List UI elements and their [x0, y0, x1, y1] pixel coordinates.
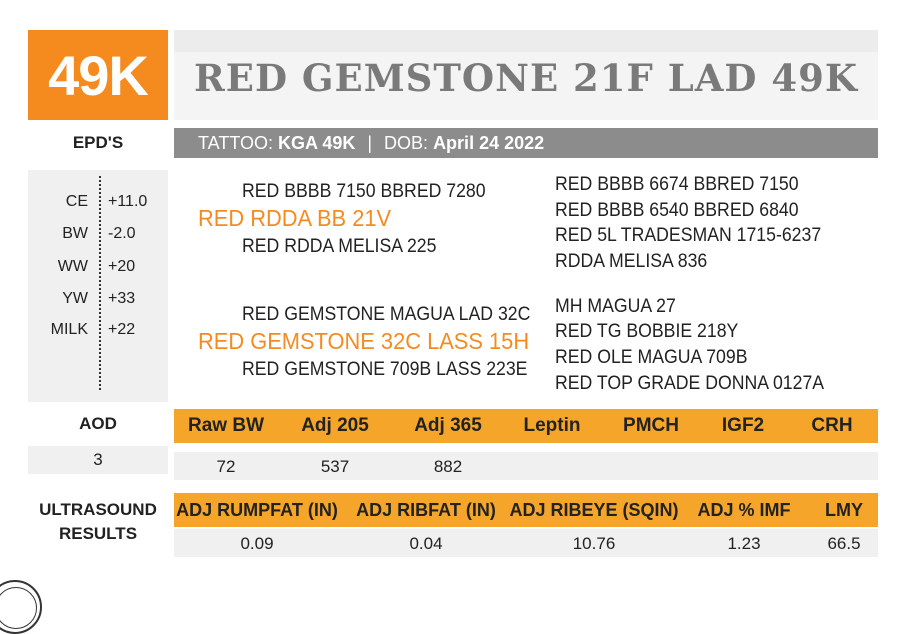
pedigree-dam-sire-sire: MH MAGUA 27 — [555, 296, 676, 317]
pedigree-sire-sire-sire: RED BBBB 6674 BBRED 7150 — [555, 174, 799, 195]
tattoo-value: KGA 49K — [278, 132, 356, 153]
ultrasound-value: 0.09 — [240, 534, 274, 553]
tattoo-label: TATTOO: — [198, 132, 273, 153]
ultrasound-values-row — [174, 529, 878, 557]
epd-label: YW — [62, 290, 88, 307]
perf-value: 537 — [320, 457, 350, 476]
ultrasound-value: 1.23 — [727, 534, 761, 553]
epd-heading: EPD'S — [72, 133, 124, 152]
pedigree-sire: RED RDDA BB 21V — [198, 205, 392, 231]
epd-value: +22 — [108, 321, 136, 338]
pedigree-dam: RED GEMSTONE 32C LASS 15H — [198, 328, 530, 354]
pedigree-dam-dam: RED GEMSTONE 709B LASS 223E — [242, 359, 528, 380]
perf-header: Leptin — [523, 415, 581, 436]
ultrasound-header: LMY — [825, 499, 863, 520]
dob-value: April 24 2022 — [433, 132, 545, 153]
dob-label: DOB: — [384, 132, 429, 153]
epd-row-bw — [28, 225, 168, 245]
perf-header: Raw BW — [188, 415, 264, 436]
pedigree-sire-dam-sire: RED 5L TRADESMAN 1715-6237 — [555, 225, 822, 246]
ultrasound-value: 10.76 — [572, 534, 616, 553]
aod-value: 3 — [28, 446, 168, 474]
stamp-logo — [0, 580, 42, 634]
perf-header: Adj 205 — [301, 415, 369, 436]
ultrasound-header: ADJ RUMPFAT (IN) — [176, 499, 338, 520]
perf-value: 72 — [216, 457, 236, 476]
pedigree-sire-sire: RED BBBB 7150 BBRED 7280 — [242, 181, 486, 202]
title-bar — [174, 30, 878, 120]
perf-header: Adj 365 — [414, 415, 482, 436]
pedigree-sire-dam: RED RDDA MELISA 225 — [242, 236, 437, 257]
performance-values-row — [174, 452, 878, 480]
animal-name: RED GEMSTONE 21F LAD 49K — [194, 56, 859, 100]
pedigree-dam-sire: RED GEMSTONE MAGUA LAD 32C — [242, 304, 531, 325]
epd-label: WW — [57, 258, 88, 275]
epd-value: -2.0 — [108, 225, 136, 242]
perf-header: IGF2 — [721, 415, 765, 436]
epd-label: CE — [65, 193, 88, 210]
ultrasound-header: ADJ RIBEYE (SQIN) — [509, 499, 679, 520]
performance-header-row — [174, 409, 878, 443]
ultrasound-header-row — [174, 493, 878, 527]
epd-label: BW — [62, 225, 88, 242]
perf-header: CRH — [811, 415, 853, 436]
ultrasound-value: 0.04 — [409, 534, 443, 553]
pedigree-dam-dam-sire: RED OLE MAGUA 709B — [555, 347, 748, 368]
epd-label: MILK — [50, 321, 88, 338]
pedigree-dam-sire-dam: RED TG BOBBIE 218Y — [555, 321, 739, 342]
ultrasound-value: 66.5 — [827, 534, 861, 553]
ultrasound-heading-line2: RESULTS — [58, 524, 138, 543]
ultrasound-header: ADJ RIBFAT (IN) — [356, 499, 496, 520]
perf-value: 882 — [433, 457, 463, 476]
ultrasound-heading-line1: ULTRASOUND — [39, 500, 157, 519]
epd-row-ww — [28, 258, 168, 278]
epd-value: +20 — [108, 258, 136, 275]
pedigree-dam-dam-dam: RED TOP GRADE DONNA 0127A — [555, 373, 825, 394]
epd-row-yw — [28, 290, 168, 310]
epd-value: +33 — [108, 290, 136, 307]
perf-header: PMCH — [623, 415, 679, 436]
aod-heading: AOD — [79, 414, 117, 433]
tattoo-dob-bar — [174, 128, 878, 158]
ultrasound-heading — [28, 498, 168, 546]
pedigree-sire-dam-dam: RDDA MELISA 836 — [555, 251, 708, 272]
separator: | — [367, 132, 373, 153]
pedigree-sire-sire-dam: RED BBBB 6540 BBRED 6840 — [555, 200, 799, 221]
ultrasound-header: ADJ % IMF — [697, 499, 791, 520]
epd-row-milk — [28, 321, 168, 341]
lot-number-badge: 49K — [28, 30, 168, 120]
epd-row-ce — [28, 193, 168, 213]
epd-value: +11.0 — [108, 193, 148, 210]
